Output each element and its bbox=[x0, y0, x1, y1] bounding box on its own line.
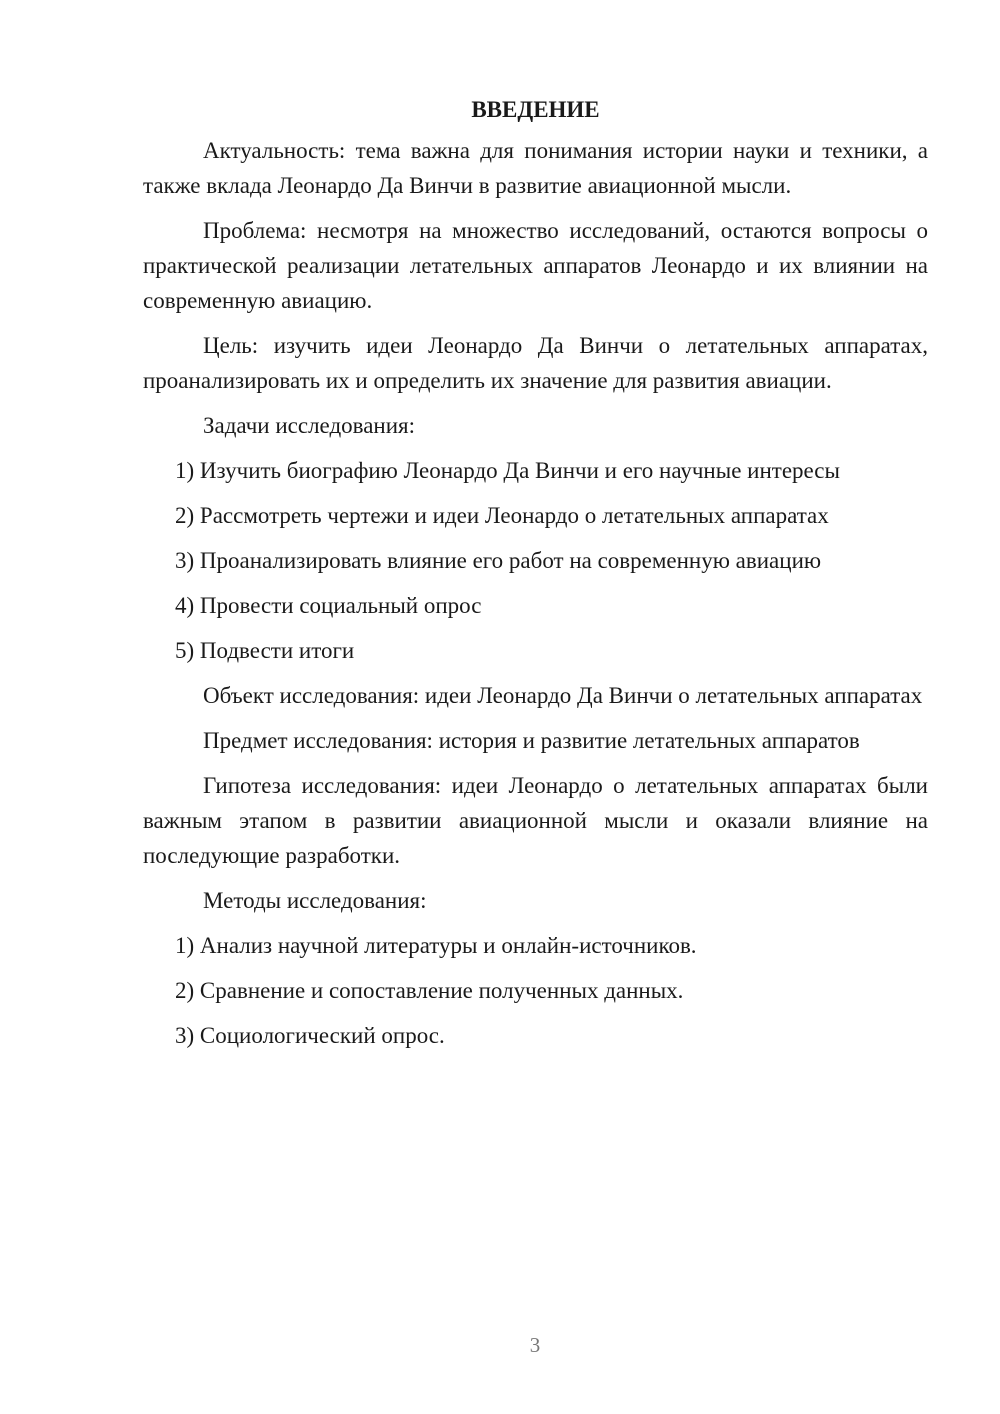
method-item: 3) Социологический опрос. bbox=[175, 1023, 445, 1048]
methods-list bbox=[143, 928, 928, 1053]
tasks-title: Задачи исследования: bbox=[203, 413, 416, 438]
task-item: 2) Рассмотреть чертежи и идеи Леонардо о летательных аппаратах bbox=[175, 503, 829, 528]
hypothesis-paragraph: Гипотеза исследования: идеи Леонардо о летательных аппаратах были важным этапом в развитии авиационной мысли и оказали влияние на последующие разработки. bbox=[143, 773, 928, 868]
section-heading: ВВЕДЕНИЕ bbox=[471, 97, 600, 122]
methods-title: Методы исследования: bbox=[203, 888, 427, 913]
task-item: 5) Подвести итоги bbox=[175, 638, 355, 663]
method-item: 2) Сравнение и сопоставление полученных данных. bbox=[175, 978, 684, 1003]
task-item: 3) Проанализировать влияние его работ на современную авиацию bbox=[175, 548, 822, 573]
subject-paragraph: Предмет исследования: история и развитие летательных аппаратов bbox=[203, 728, 860, 753]
relevance-paragraph: Актуальность: тема важна для понимания истории науки и техники, а также вклада Леонардо Да Винчи в развитие авиационной мысли. bbox=[143, 138, 928, 198]
tasks-list bbox=[143, 453, 928, 668]
problem-paragraph: Проблема: несмотря на множество исследований, остаются вопросы о практической реализации летательных аппаратов Леонардо и их влиянии на современную авиацию. bbox=[143, 218, 928, 313]
task-item: 1) Изучить биографию Леонардо Да Винчи и его научные интересы bbox=[175, 458, 840, 483]
page-number: 3 bbox=[529, 1333, 541, 1357]
page-content bbox=[143, 92, 928, 1063]
task-item: 4) Провести социальный опрос bbox=[175, 593, 482, 618]
goal-paragraph: Цель: изучить идеи Леонардо Да Винчи о летательных аппаратах, проанализировать их и определить их значение для развития авиации. bbox=[143, 333, 928, 393]
object-paragraph: Объект исследования: идеи Леонардо Да Винчи о летательных аппаратах bbox=[203, 683, 923, 708]
method-item: 1) Анализ научной литературы и онлайн-источников. bbox=[175, 933, 697, 958]
